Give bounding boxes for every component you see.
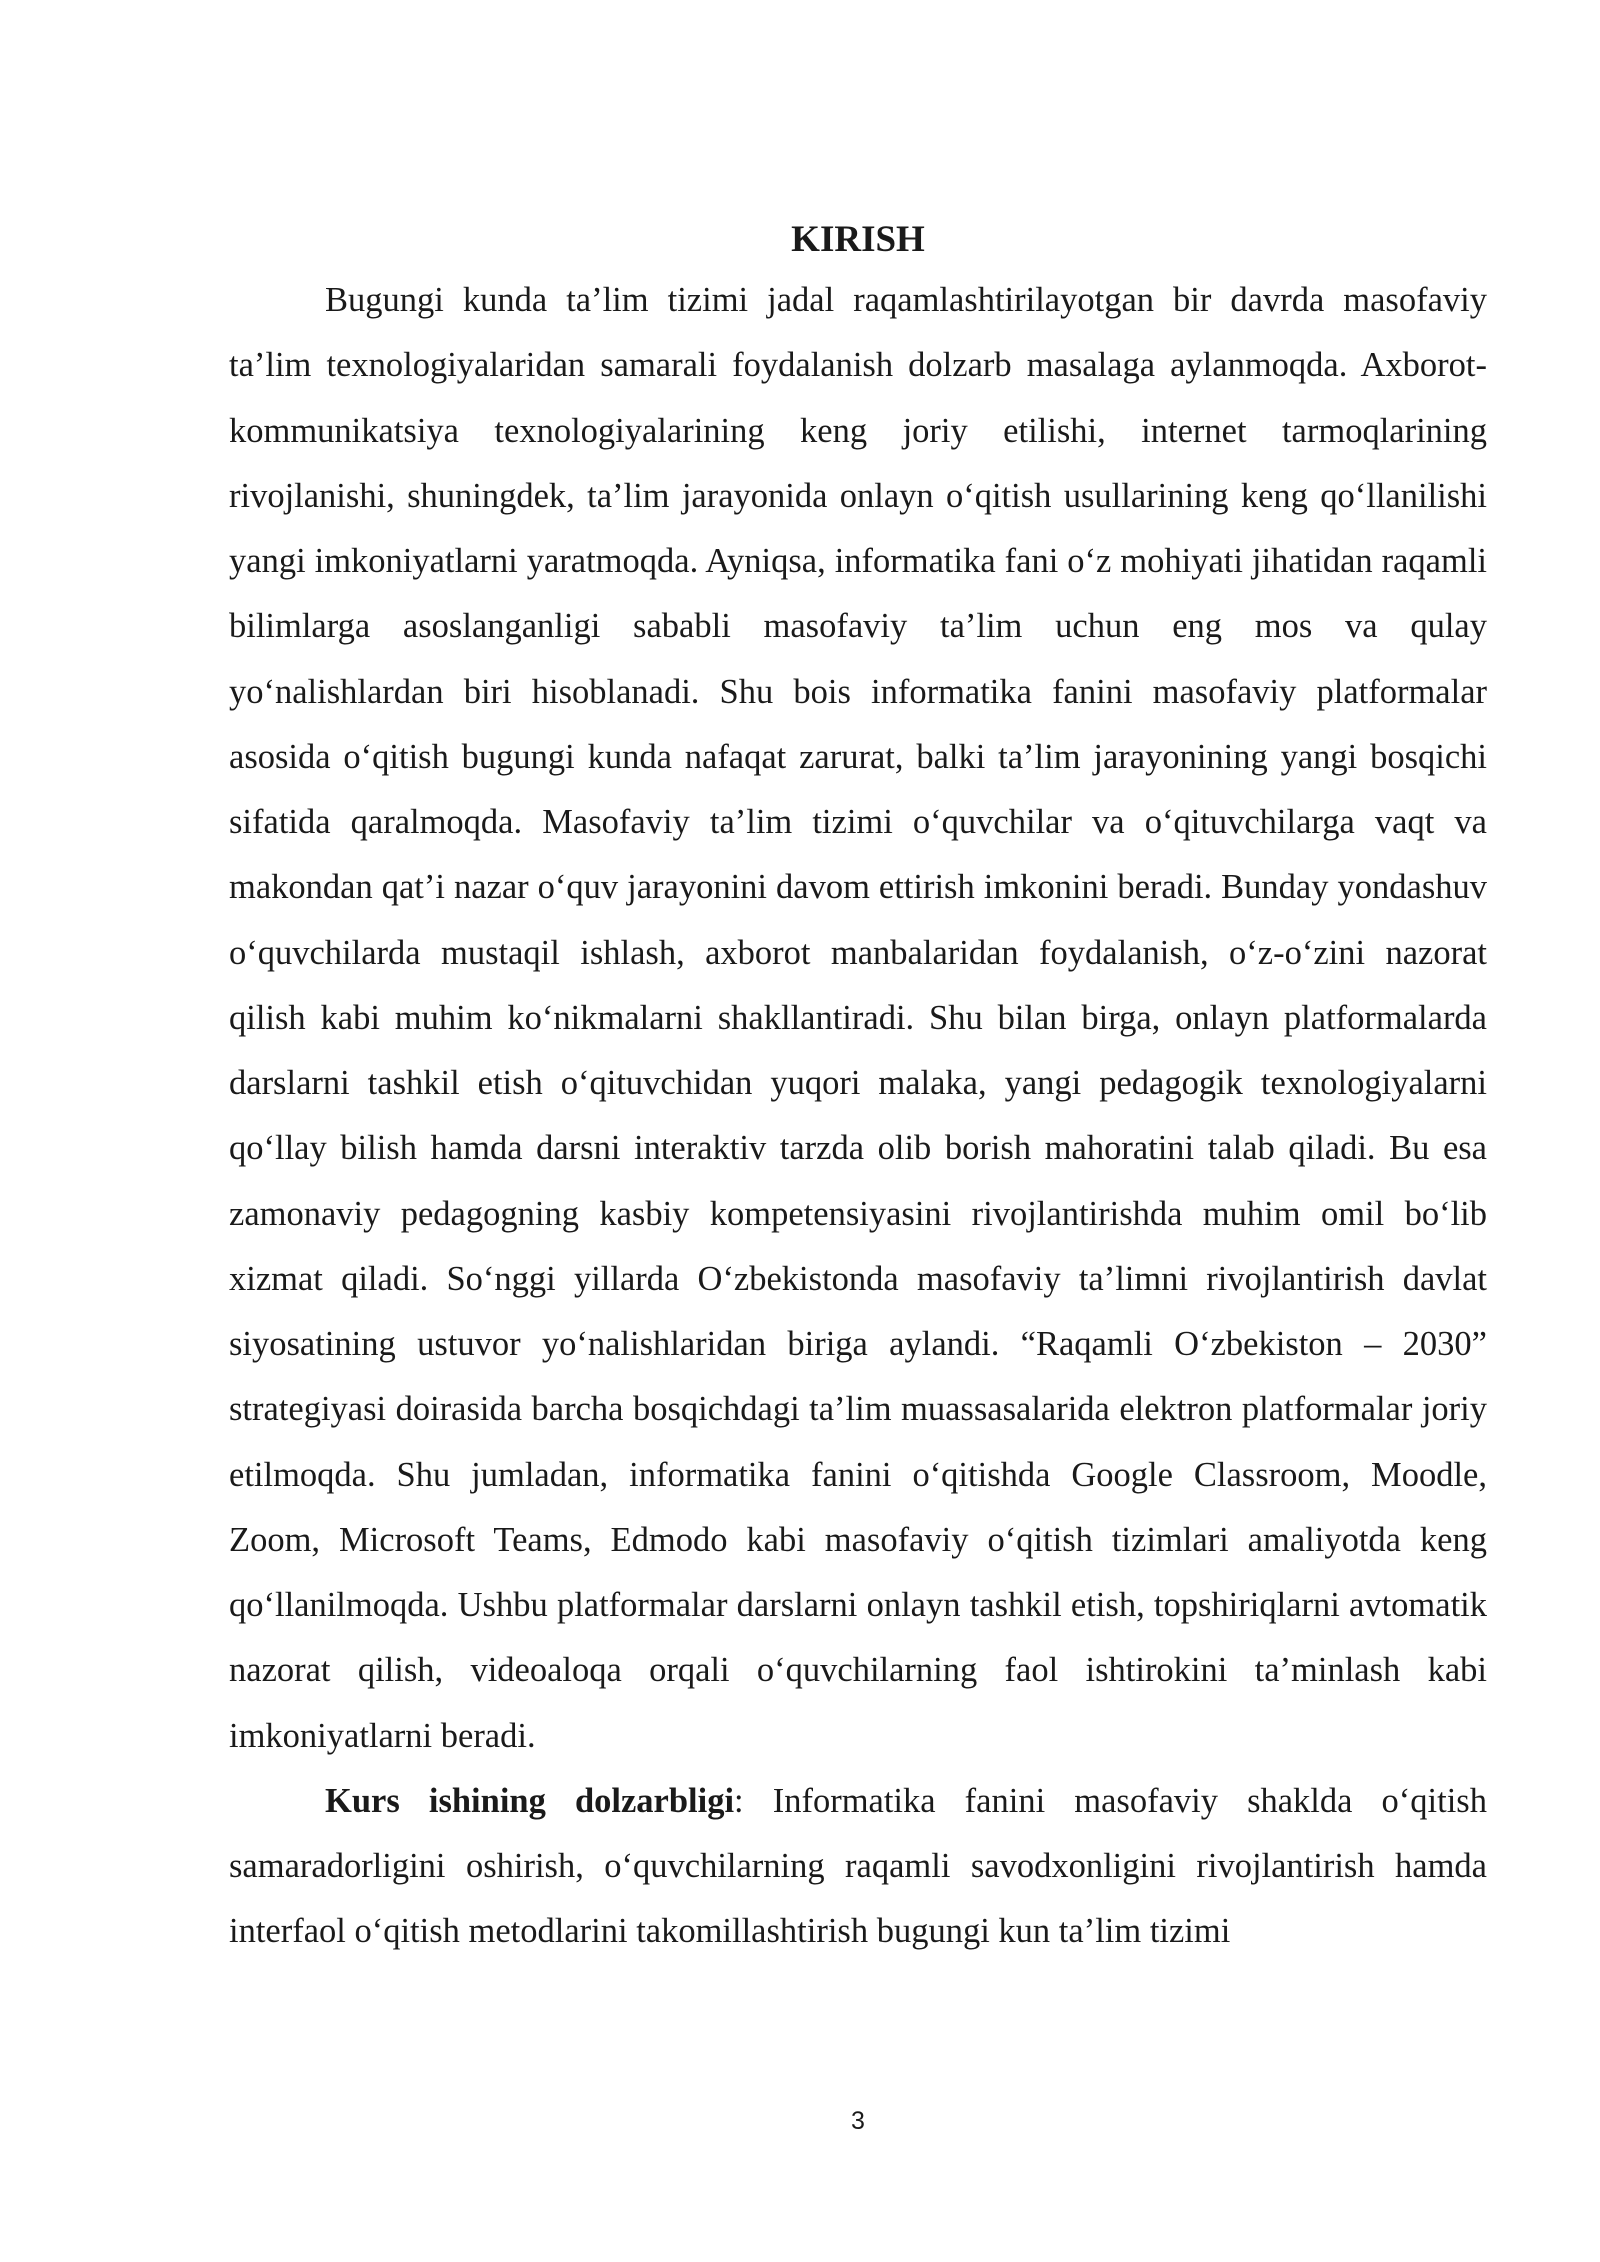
- intro-paragraph: Bugungi kunda ta’lim tizimi jadal raqamlashtirilayotgan bir davrda masofaviy ta’lim texnologiyalaridan samarali foydalanish dolzarb masalaga aylanmoqda. Axborot-kommunikatsiya texnologiyalarining keng joriy etilishi, internet tarmoqlarining rivojlanishi, shuningdek, ta’lim jarayonida onlayn o‘qitish usullarining keng qo‘llanilishi yangi imkoniyatlarni yaratmoqda. Ayniqsa, informatika fani o‘z mohiyati jihatidan raqamli bilimlarga asoslanganligi sababli masofaviy ta’lim uchun eng mos va qulay yo‘nalishlardan biri hisoblanadi. Shu bois informatika fanini masofaviy platformalar asosida o‘qitish bugungi kunda nafaqat zarurat, balki ta’lim jarayonining yangi bosqichi sifatida qaralmoqda. Masofaviy ta’lim tizimi o‘quvchilar va o‘qituvchilarga vaqt va makondan qat’i nazar o‘quv jarayonini davom ettirish imkonini beradi. Bunday yondashuv o‘quvchilarda mustaqil ishlash, axborot manbalaridan foydalanish, o‘z-o‘zini nazorat qilish kabi muhim ko‘nikmalarni shakllantiradi. Shu bilan birga, onlayn platformalarda darslarni tashkil etish o‘qituvchidan yuqori malaka, yangi pedagogik texnologiyalarni qo‘llay bilish hamda darsni interaktiv tarzda olib borish mahoratini talab qiladi. Bu esa zamonaviy pedagogning kasbiy kompetensiyasini rivojlantirishda muhim omil bo‘lib xizmat qiladi. So‘nggi yillarda O‘zbekistonda masofaviy ta’limni rivojlantirish davlat siyosatining ustuvor yo‘nalishlaridan biriga aylandi. “Raqamli O‘zbekiston – 2030” strategiyasi doirasida barcha bosqichdagi ta’lim muassasalarida elektron platformalar joriy etilmoqda. Shu jumladan, informatika fanini o‘qitishda Google Classroom, Moodle, Zoom, Microsoft Teams, Edmodo kabi masofaviy o‘qitish tizimlari amaliyotda keng qo‘llanilmoqda. Ushbu platformalar darslarni onlayn tashkil etish, topshiriqlarni avtomatik nazorat qilish, videoaloqa orqali o‘quvchilarning faol ishtirokini ta’minlash kabi imkoniyatlarni beradi.: [229, 281, 1487, 1755]
- document-body: [229, 212, 1487, 1965]
- relevance-text: : Informatika fanini masofaviy shaklda o‘qitish samaradorligini oshirish, o‘quvchilarning raqamli savodxonligini rivojlantirish hamda interfaol o‘qitish metodlarini takomillashtirish bugungi kun ta’lim tizimi: [229, 1781, 1487, 1951]
- relevance-heading: Kurs ishining dolzarbligi: [325, 1781, 735, 1820]
- page-title: KIRISH: [791, 219, 925, 260]
- relevance-paragraph: [229, 1769, 1487, 1965]
- page-number: 3: [851, 2107, 865, 2135]
